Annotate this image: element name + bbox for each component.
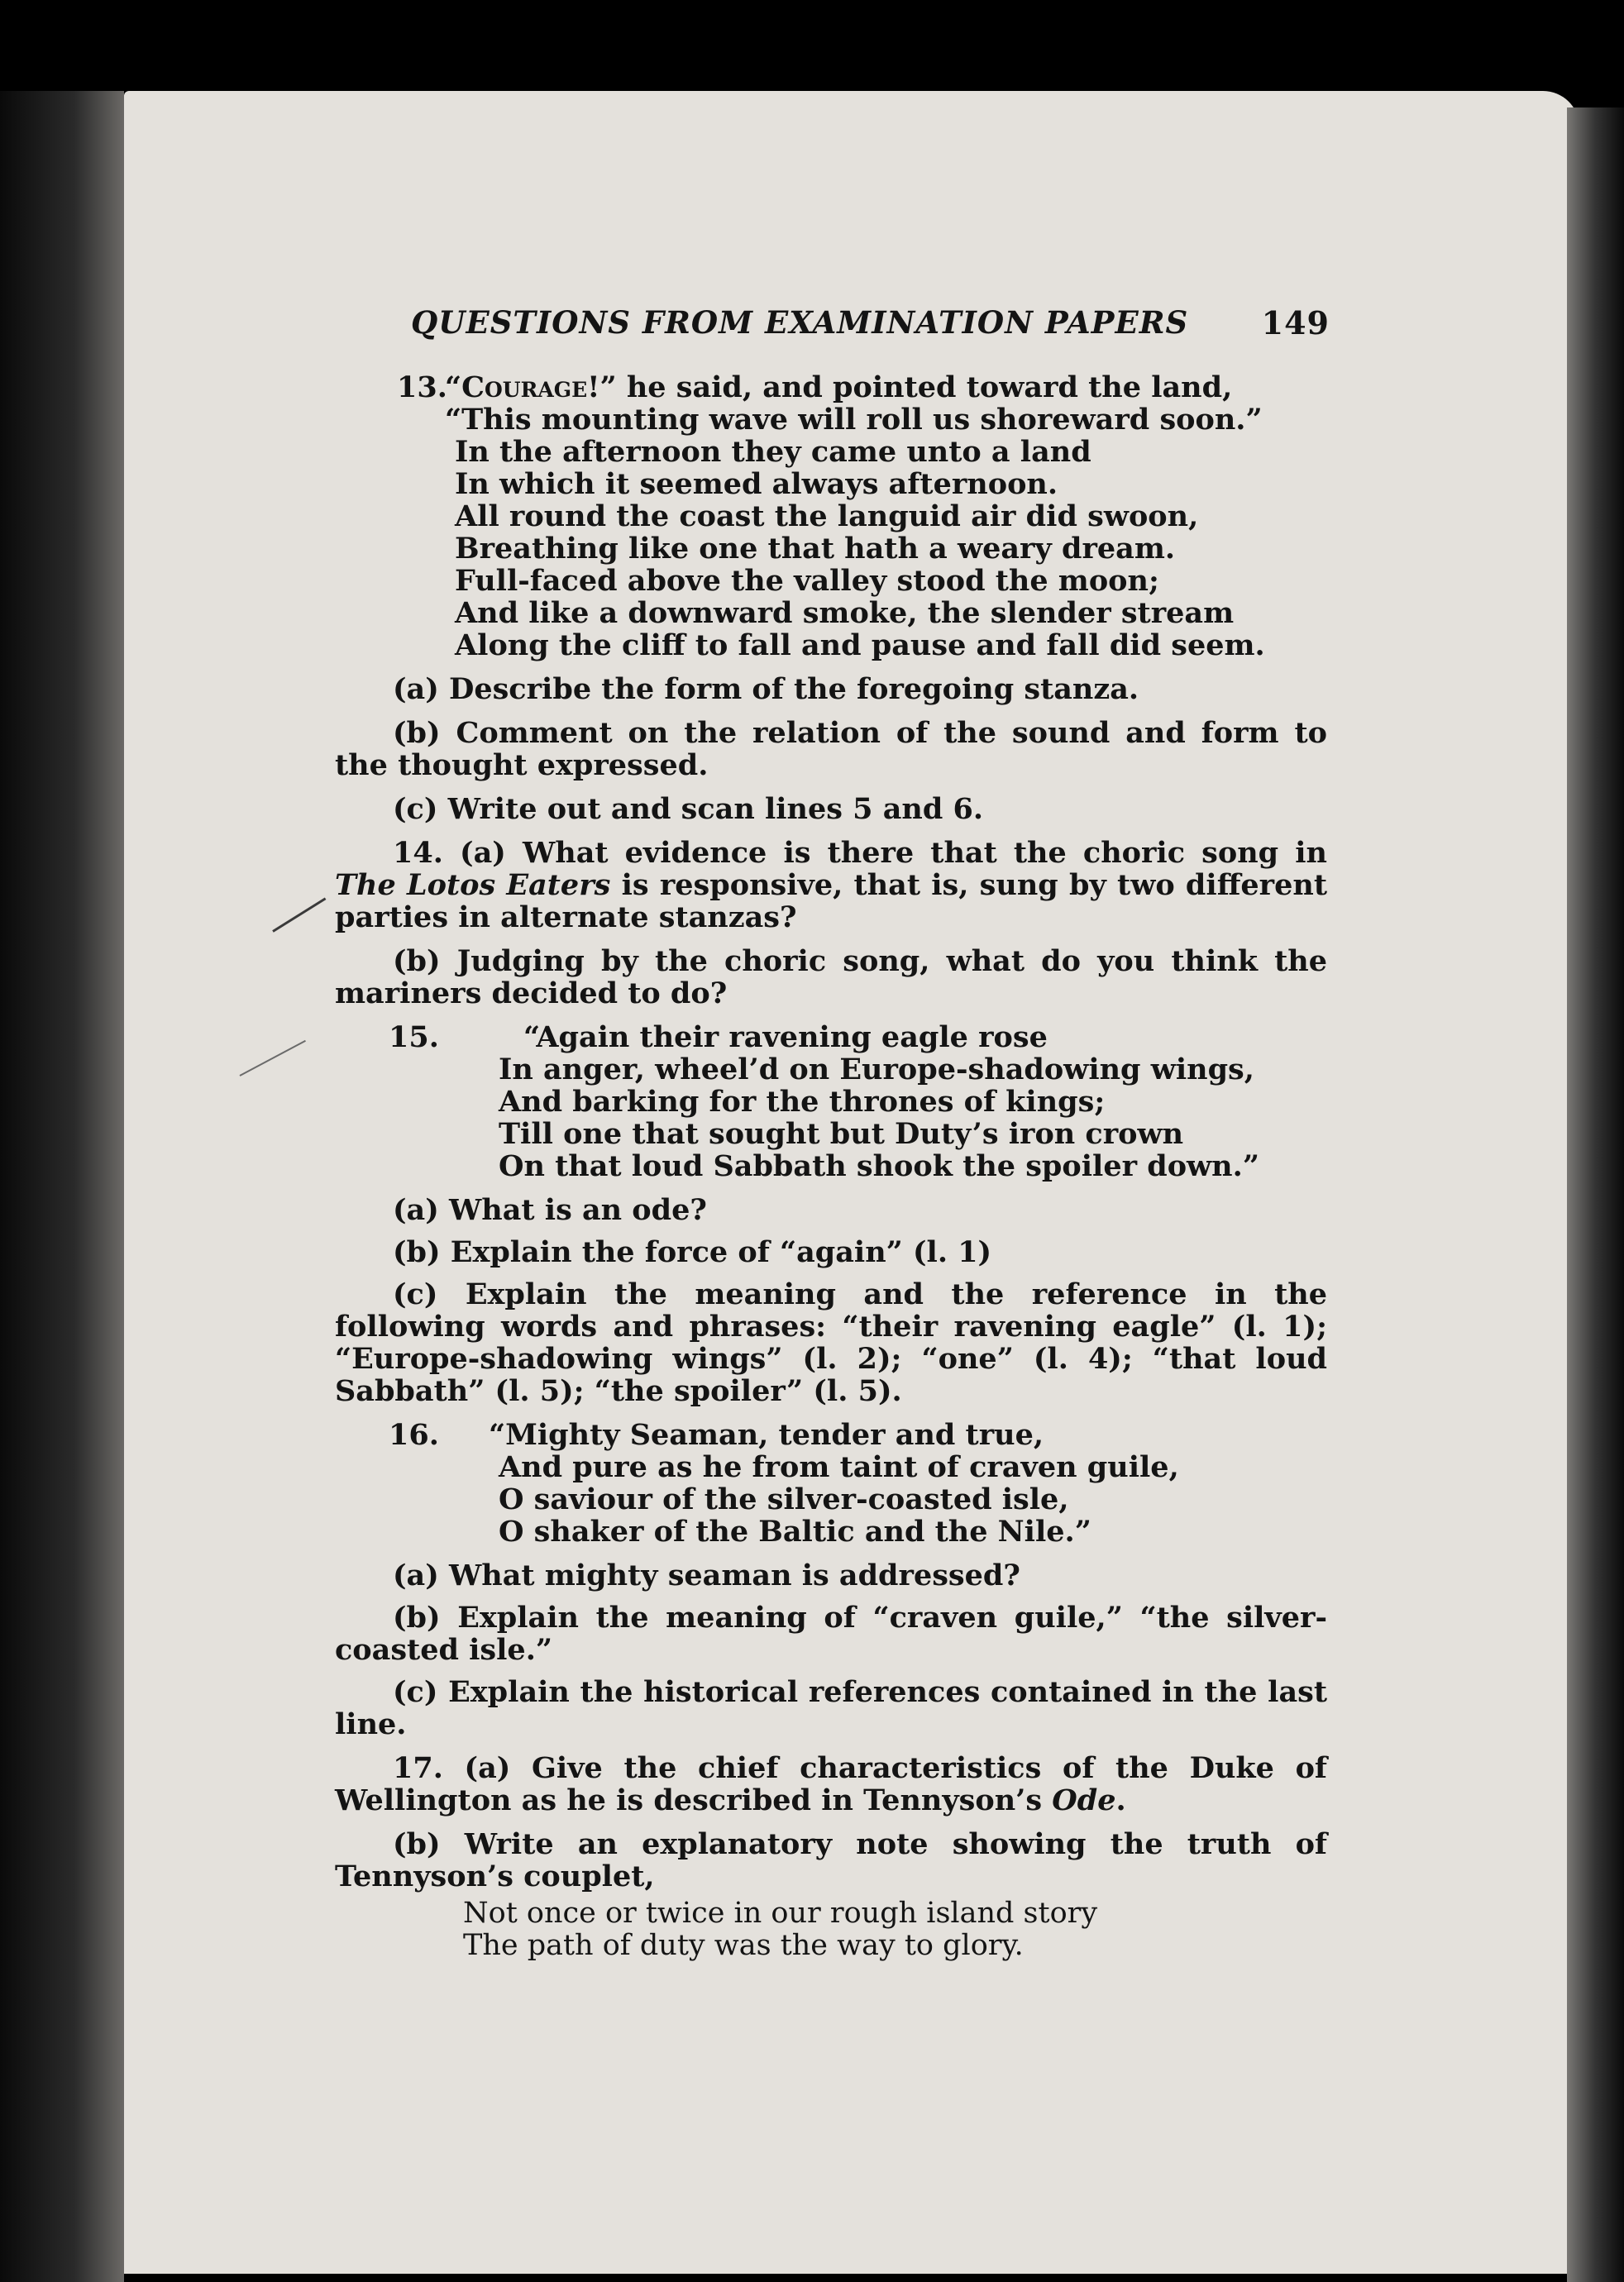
verse-line: All round the coast the languid air did swoon, bbox=[455, 499, 1199, 533]
question-17a bbox=[335, 1752, 1327, 1817]
verse-line: “Mighty Seaman, tender and true, bbox=[489, 1418, 1044, 1452]
page-number: 149 bbox=[1261, 304, 1330, 341]
first-line-rest: ” he said, and pointed toward the land, bbox=[599, 370, 1233, 404]
verse-line: Breathing like one that hath a weary dream. bbox=[455, 532, 1176, 566]
question-16a: (a) What mighty seaman is addressed? bbox=[393, 1559, 1020, 1592]
question-13-verse bbox=[335, 371, 1327, 661]
question-16b: (b) Explain the meaning of “craven guile,” “the silver-coasted isle.” bbox=[335, 1601, 1327, 1667]
question-15b: (b) Explain the force of “again” (l. 1) bbox=[393, 1235, 992, 1269]
verse-line: And like a downward smoke, the slender stream bbox=[455, 596, 1235, 630]
verse-line: O saviour of the silver-coasted isle, bbox=[499, 1482, 1069, 1516]
verse-line bbox=[445, 370, 1327, 404]
question-16c: (c) Explain the historical references contained in the last line. bbox=[335, 1675, 1327, 1741]
question-15-verse bbox=[335, 1021, 1327, 1182]
question-14a bbox=[335, 837, 1327, 933]
verse-line: In anger, wheel’d on Europe-shadowing wings, bbox=[499, 1053, 1254, 1086]
verse-line: And barking for the thrones of kings; bbox=[499, 1085, 1106, 1119]
verse-line: O shaker of the Baltic and the Nile.” bbox=[499, 1515, 1091, 1549]
work-title: The Lotos Eaters bbox=[335, 868, 611, 902]
running-title: QUESTIONS FROM EXAMINATION PAPERS bbox=[411, 304, 1189, 341]
q17a-text-end: . bbox=[1115, 1783, 1126, 1817]
question-number: 13. bbox=[397, 370, 447, 404]
running-header bbox=[335, 302, 1330, 351]
question-13c: (c) Write out and scan lines 5 and 6. bbox=[393, 792, 984, 826]
verse-line: Till one that sought but Duty’s iron crown bbox=[499, 1117, 1184, 1151]
work-title: Ode bbox=[1052, 1783, 1116, 1817]
question-number: 16. bbox=[389, 1418, 439, 1452]
q14a-text: 14. (a) What evidence is there that the choric song in bbox=[393, 836, 1327, 870]
question-17b: (b) Write an explanatory note showing the truth of Tennyson’s couplet, bbox=[335, 1827, 1327, 1893]
verse-line: “This mounting wave will roll us shoreward soon.” bbox=[445, 403, 1263, 437]
quoted-couplet bbox=[463, 1898, 1327, 1962]
question-15c: (c) Explain the meaning and the reference in the following words and phrases: “their ravening eagle” (l. 1); “Europe-shadowing wings” (l. 2); “one” (l. 4); “that loud Sabbath” (l. 5); “the spoiler” (l. 5). bbox=[335, 1277, 1327, 1408]
page-content bbox=[335, 302, 1330, 1962]
first-word: Courage! bbox=[461, 370, 600, 404]
couplet-line: Not once or twice in our rough island story bbox=[463, 1897, 1098, 1930]
question-13b: (b) Comment on the relation of the sound and form to the thought expressed. bbox=[335, 716, 1327, 782]
question-13a: (a) Describe the form of the foregoing stanza. bbox=[393, 672, 1139, 706]
verse-line: “Again their ravening eagle rose bbox=[523, 1020, 1048, 1054]
question-14b: (b) Judging by the choric song, what do you think the mariners decided to do? bbox=[335, 944, 1327, 1010]
verse-line: On that loud Sabbath shook the spoiler down.” bbox=[499, 1149, 1259, 1183]
q17a-text: 17. (a) Give the chief characteristics of the Duke of Wellington as he is described in Tennyson’s bbox=[335, 1751, 1327, 1817]
question-15a: (a) What is an ode? bbox=[393, 1193, 707, 1227]
verse-line: Full-faced above the valley stood the moon; bbox=[455, 564, 1159, 598]
verse-line: In the afternoon they came unto a land bbox=[455, 435, 1091, 469]
question-16-verse bbox=[335, 1419, 1327, 1548]
question-number: 15. bbox=[389, 1020, 439, 1054]
verse-line: Along the cliff to fall and pause and fall did seem. bbox=[455, 628, 1265, 662]
verse-line: And pure as he from taint of craven guile, bbox=[499, 1450, 1179, 1484]
q14a-text-rest: is responsive, that is, sung by two different parties in alternate stanzas? bbox=[335, 868, 1328, 934]
page-edge bbox=[1567, 107, 1624, 2282]
page-shadow-left bbox=[0, 91, 124, 2282]
verse-line: In which it seemed always afternoon. bbox=[455, 467, 1058, 501]
quote-mark: “ bbox=[445, 370, 462, 404]
couplet-line: The path of duty was the way to glory. bbox=[463, 1929, 1024, 1962]
